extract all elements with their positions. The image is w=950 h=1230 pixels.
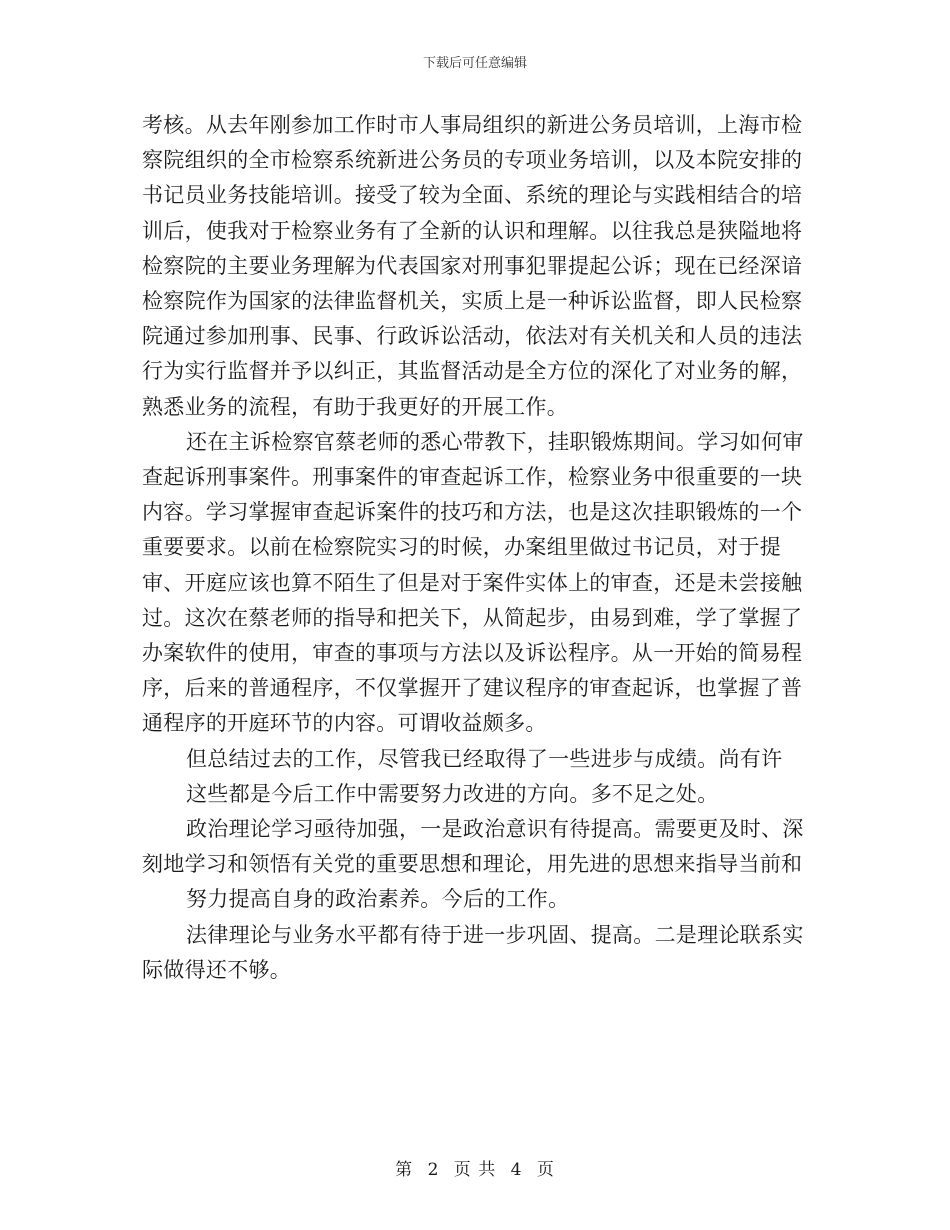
page-header: 下载后可任意编辑 xyxy=(422,56,527,71)
footer-middle: 页 共 xyxy=(453,1160,497,1180)
paragraph-2: 还在主诉检察官蔡老师的悉心带教下，挂职锻炼期间。学习如何审查起诉刑事案件。刑事案件的审查起诉工作，检察业务中很重要的一块内容。学习掌握审查起诉案件的技巧和方法，也是这次挂职锻炼的一个重要要求。以前在检察院实习的时候，办案组里做过书记员，对于提审、开庭应该也算不陌生了但是对于案件实体上的审查，还是未尝接触过。这次在蔡老师的指导和把关下，从简起步，由易到难，学了掌握了办案软件的使用，审查的事项与方法以及诉讼程序。从一开始的简易程序，后来的普通程序，不仅掌握开了建议程序的审查起诉，也掌握了普通程序的开庭环节的内容。可谓收益颇多。 xyxy=(142,429,804,736)
paragraph-4: 这些都是今后工作中需要努力改进的方向。多不足之处。 xyxy=(186,781,719,806)
footer-prefix: 第 xyxy=(395,1160,414,1180)
paragraph-1: 考核。从去年刚参加工作时市人事局组织的新进公务员培训，上海市检察院组织的全市检察系统新进公务员的专项业务培训，以及本院安排的书记员业务技能培训。接受了较为全面、系统的理论与实践相结合的培训后，使我对于检察业务有了全新的认识和理解。以往我总是狭隘地将检察院的主要业务理解为代表国家对刑事犯罪提起公诉；现在已经深谙检察院作为国家的法律监督机关，实质上是一种诉讼监督，即人民检察院通过参加刑事、民事、行政诉讼活动，依法对有关机关和人员的违法行为实行监督并予以纠正，其监督活动是全方位的深化了对业务的解，熟悉业务的流程，有助于我更好的开展工作。 xyxy=(142,113,803,419)
page-footer xyxy=(0,1155,950,1180)
footer-total-pages: 4 xyxy=(510,1160,523,1180)
footer-page-number: 2 xyxy=(427,1160,440,1180)
document-body xyxy=(142,108,812,988)
paragraph-7: 法律理论与业务水平都有待于进一步巩固、提高。二是理论联系实际做得还不够。 xyxy=(142,922,804,982)
footer-suffix: 页 xyxy=(536,1160,555,1180)
paragraph-3: 但总结过去的工作，尽管我已经取得了一些进步与成绩。尚有许 xyxy=(186,746,783,771)
paragraph-5: 政治理论学习亟待加强，一是政治意识有待提高。需要更及时、深刻地学习和领悟有关党的重要思想和理论，用先进的思想来指导当前和 xyxy=(142,817,804,877)
paragraph-6: 努力提高自身的政治素养。今后的工作。 xyxy=(186,887,570,912)
